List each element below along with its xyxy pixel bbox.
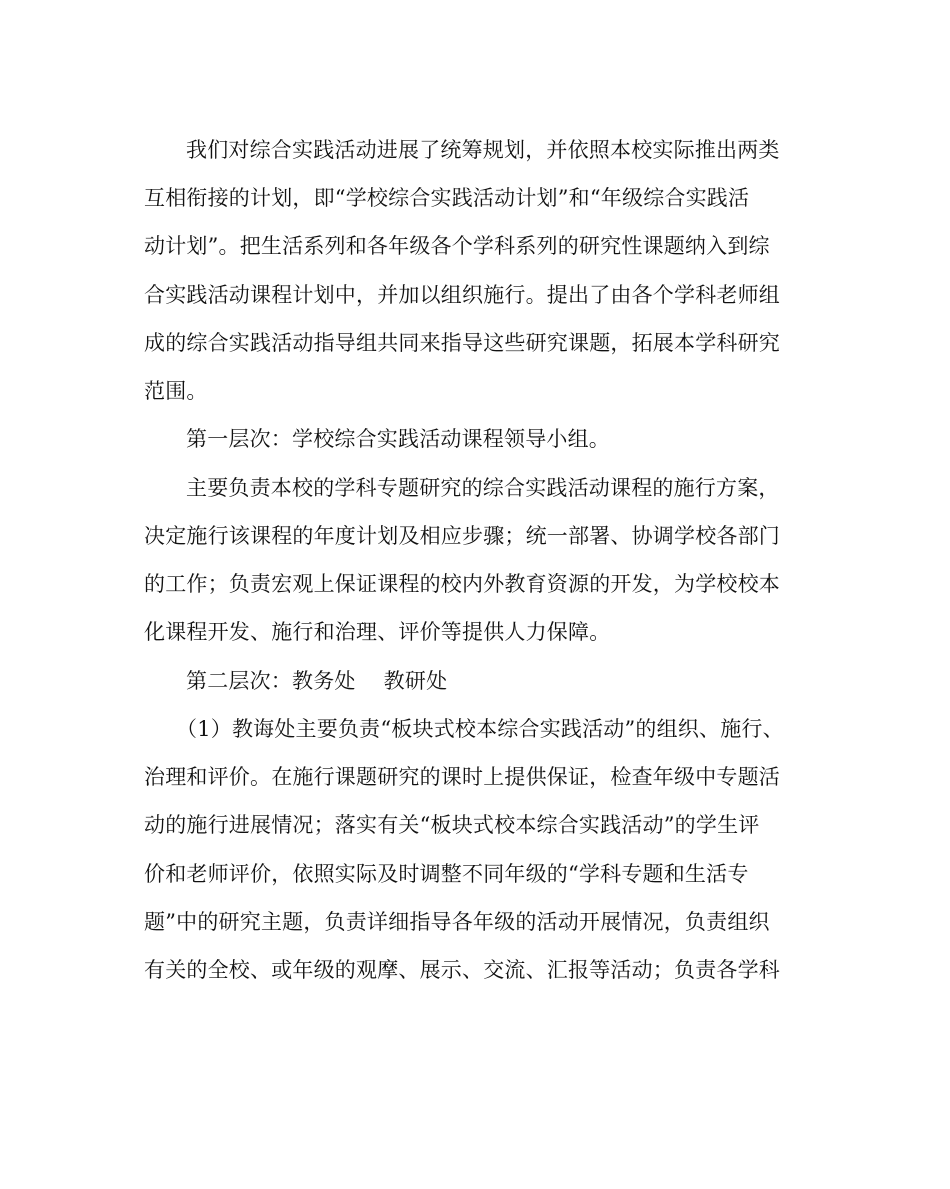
text-line-6: 范围。	[144, 379, 208, 403]
section-heading-first-level: 第一层次：学校综合实践活动课程领导小组。	[186, 427, 610, 451]
section-heading-second-level: 第二层次：教务处 教研处	[186, 669, 448, 693]
text-line-8: 主要负责本校的学科专题研究的综合实践活动课程的施行方案，	[186, 476, 780, 500]
text-line-18: 有关的全校、或年级的观摩、展示、交流、汇报等活动；负责各学科	[144, 958, 780, 982]
text-line-2: 互相衔接的计划，即“学校综合实践活动计划”和“年级综合实践活	[144, 186, 750, 210]
text-line-11: 化课程开发、施行和治理、评价等提供人力保障。	[144, 620, 611, 644]
text-line-4: 合实践活动课程计划中，并加以组织施行。提出了由各个学科老师组	[144, 283, 780, 307]
text-line-14: 治理和评价。在施行课题研究的课时上提供保证，检查年级中专题活	[144, 765, 780, 789]
text-line-15: 动的施行进展情况；落实有关“板块式校本综合实践活动”的学生评	[144, 813, 760, 837]
text-line-1: 我们对综合实践活动进展了统筹规划，并依照本校实际推出两类	[186, 138, 780, 162]
text-line-5: 成的综合实践活动指导组共同来指导这些研究课题，拓展本学科研究	[144, 331, 780, 355]
text-line-10: 的工作；负责宏观上保证课程的校内外教育资源的开发，为学校校本	[144, 572, 780, 596]
text-line-13: （1）教诲处主要负责“板块式校本综合实践活动”的组织、施行、	[176, 717, 784, 741]
text-line-3: 动计划”。把生活系列和各年级各个学科系列的研究性课题纳入到综	[144, 234, 770, 258]
text-line-16: 价和老师评价，依照实际及时调整不同年级的“学科专题和生活专	[144, 862, 749, 886]
text-line-17: 题”中的研究主题，负责详细指导各年级的活动开展情况，负责组织	[144, 910, 770, 934]
text-line-9: 决定施行该课程的年度计划及相应步骤；统一部署、协调学校各部门	[144, 524, 780, 548]
